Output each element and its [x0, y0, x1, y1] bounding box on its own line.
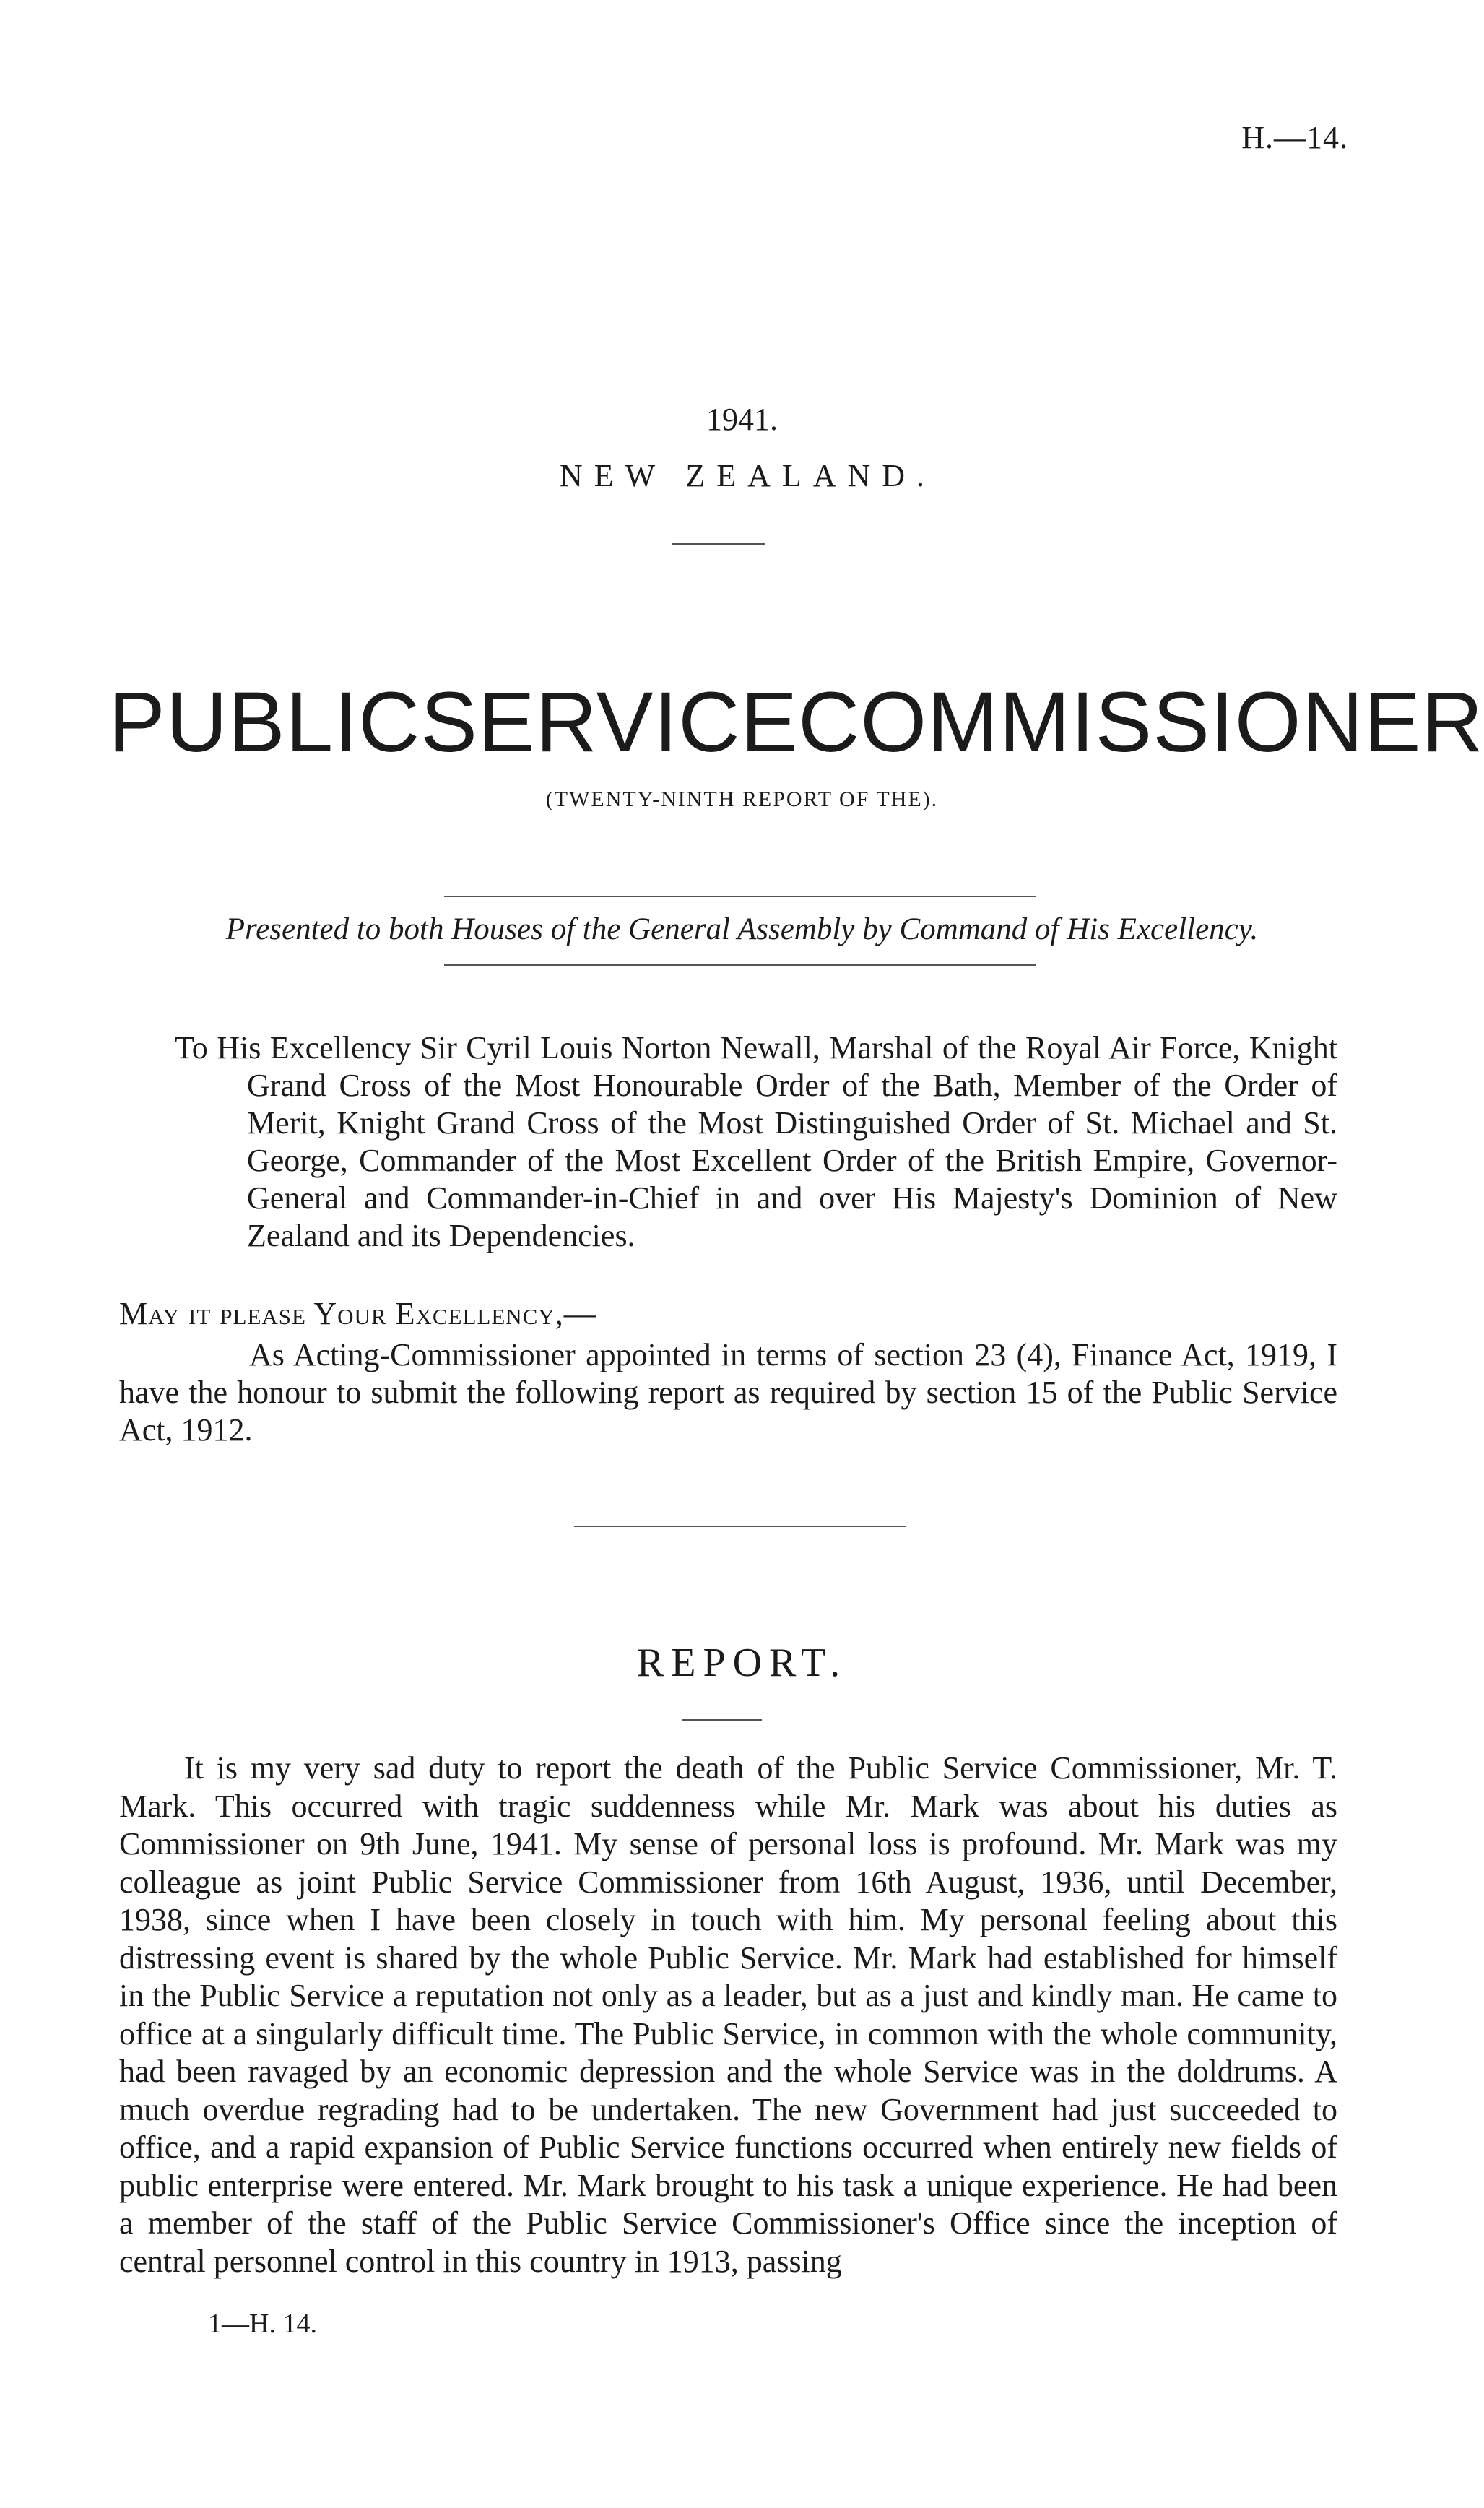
intro-paragraph: As Acting-Commissioner appointed in terms of section 23 (4), Finance Act, 1919, I have the honour to submit the following report as required by section 15 of the Public Service Act, 1912. [119, 1337, 1337, 1448]
title-word: SERVICE [420, 675, 799, 770]
divider-rule [444, 964, 1036, 966]
divider-rule [574, 1526, 906, 1527]
divider-rule [672, 543, 765, 545]
document-year: 1941. [706, 402, 778, 437]
page-identifier: H.—14. [1241, 120, 1348, 155]
address-block: To His Excellency Sir Cyril Louis Norton Newall, Marshal of the Royal Air Force, Knight Grand Cross of the Most Honourable Order of the Bath, Member of the Order of Merit, Knight Grand Cross of the Most Distinguished Order of St. Michael and St. George, Commander of the Most Excellent Order of the British Empire, Governor-General and Commander-in-Chief in and over His Majesty's Dominion of New Zealand and its Dependencies. [175, 1030, 1337, 1253]
report-paragraph: It is my very sad duty to report the death of the Public Service Commissioner, Mr. T. Mark. This occurred with tragic suddenness while Mr. Mark was about his duties as Commissioner on 9th June, 1941. My sense of personal loss is profound. Mr. Mark was my colleague as joint Public Service Commissioner from 16th August, 1936, until December, 1938, since when I have been closely in touch with him. My personal feeling about this distressing event is shared by the whole Public Service. Mr. Mark had established for himself in the Public Service a reputation not only as a leader, but as a just and kindly man. He came to office at a singularly difficult time. The Public Service, in common with the whole community, had been ravaged by an economic depression and the whole Service was in the doldrums. A much overdue regrading had to be undertaken. The new Government had just succeeded to office, and a rapid expansion of Public Service functions occurred when entirely new fields of public enterprise were entered. Mr. Mark brought to his task a unique experience. He had been a member of the staff of the Public Service Commissioner's Office since the inception of central personnel control in this country in 1913, passing [119, 1750, 1337, 2279]
salutation: May it please Your Excellency,— [119, 1296, 596, 1331]
document-country: NEW ZEALAND. [559, 458, 937, 493]
title-word: COMMISSIONER [798, 675, 1484, 770]
page-signature: 1—H. 14. [208, 2309, 317, 2339]
report-heading: REPORT. [636, 1640, 848, 1685]
presented-line: Presented to both Houses of the General Assembly by Command of His Excellency. [225, 912, 1259, 946]
divider-rule [444, 896, 1036, 897]
divider-rule [682, 1719, 762, 1721]
subtitle: (TWENTY-NINTH REPORT OF THE). [545, 787, 939, 811]
main-title [108, 675, 1484, 770]
title-word: PUBLIC [108, 675, 421, 770]
